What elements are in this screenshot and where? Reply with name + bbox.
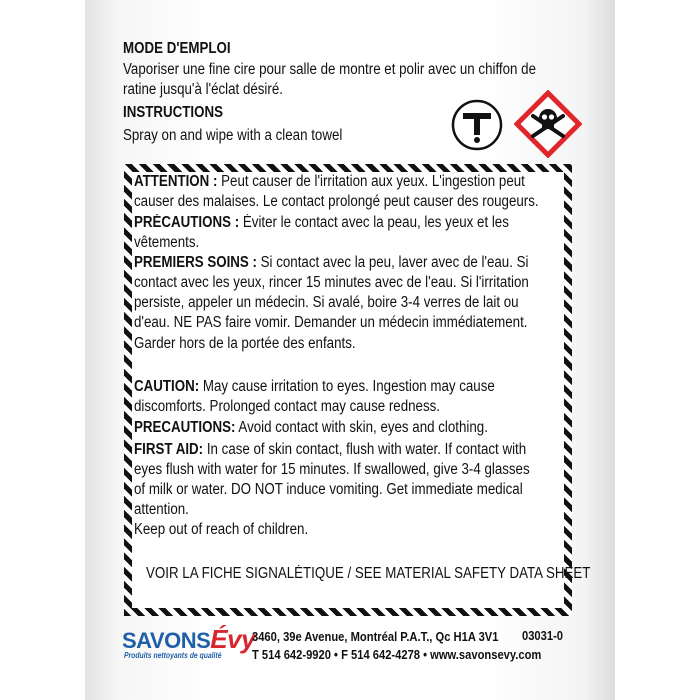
company-address: 3460, 39e Avenue, Montréal P.A.T., Qc H1A 3V1 T 514 642-9920 • F 514 642-4278 • www.savonsevy.com xyxy=(252,629,542,662)
keep-away-en: Keep out of reach of children. xyxy=(134,521,309,538)
keep-away-fr: Garder hors de la portée des enfants. xyxy=(134,335,356,352)
directions-en-text: Spray on and wipe with a clean towel xyxy=(123,127,343,144)
attention-fr: ATTENTION : Peut causer de l'irritation aux yeux. L'ingestion peut causer des malaises. Le contact prolongé peut causer des rougeurs. xyxy=(134,173,539,210)
directions-en-heading: INSTRUCTIONS xyxy=(123,104,223,121)
logo-savons: SAVONS xyxy=(122,628,211,653)
skull-crossbones-hazard-icon xyxy=(514,90,582,158)
msds-note: VOIR LA FICHE SIGNALÉTIQUE / SEE MATERIAL SAFETY DATA SHEET xyxy=(146,565,591,582)
precautions-en: PRECAUTIONS: Avoid contact with skin, eyes and clothing. xyxy=(134,419,488,436)
logo-evy: Évy xyxy=(210,624,256,654)
first-aid-en: FIRST AID: In case of skin contact, flush with water. If contact with eyes flush with water for 15 minutes. If swallowed, give 3-4 glasses of milk or water. DO NOT induce vomiting. Get immediate medical attention. xyxy=(134,441,530,518)
directions-fr-text: Vaporiser une fine cire pour salle de montre et polir avec un chiffon de ratine jusqu'à l'éclat désiré. xyxy=(123,61,536,98)
product-code: 03031-0 xyxy=(522,628,564,643)
logo-tagline: Produits nettoyants de qualité xyxy=(124,651,222,660)
directions-fr-heading: MODE D'EMPLOI xyxy=(123,40,231,57)
first-aid-fr: PREMIERS SOINS : Si contact avec la peu, laver avec de l'eau. Si contact avec les yeux, rincer 15 minutes avec de l'eau. Si l'irritation persiste, appeler un médecin. Si avalé, boire 3-4 verres de lait ou d'eau. NE PAS faire vomir. Demander un médecin immédiatement. xyxy=(134,254,529,331)
t-symbol-icon xyxy=(450,98,504,152)
precautions-fr: PRÉCAUTIONS : Éviter le contact avec la peau, les yeux et les vêtements. xyxy=(134,214,509,251)
caution-en: CAUTION: May cause irritation to eyes. Ingestion may cause discomforts. Prolonged contact may cause redness. xyxy=(134,378,495,415)
